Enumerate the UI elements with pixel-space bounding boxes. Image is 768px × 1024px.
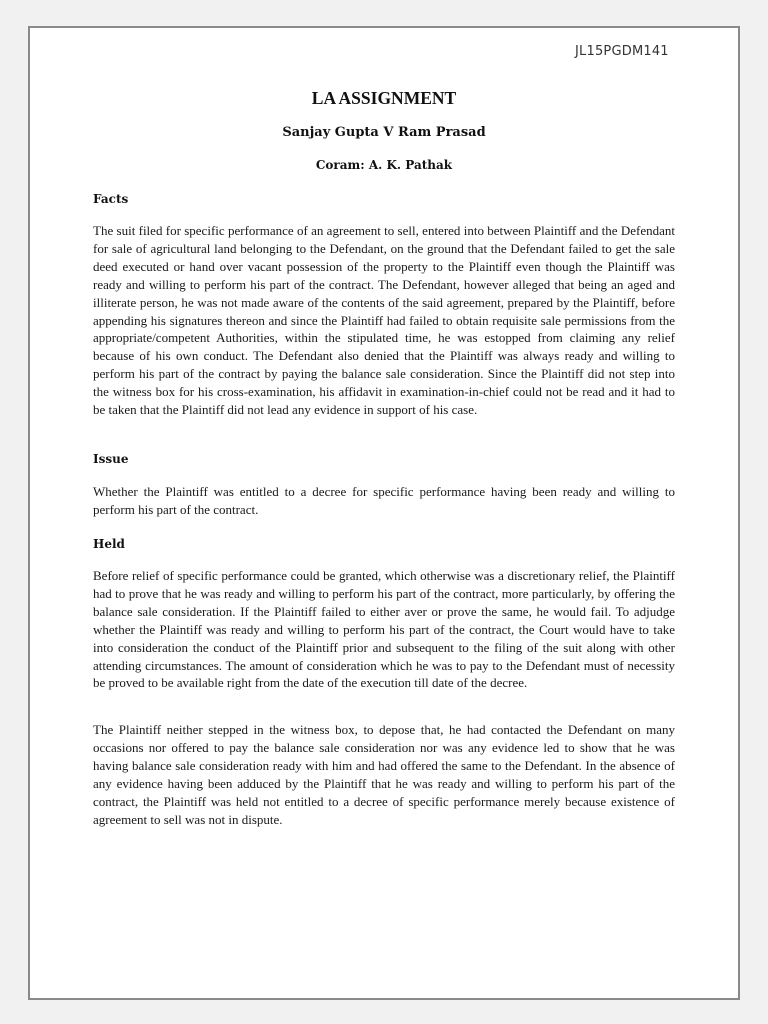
facts-heading: Facts [93,192,129,206]
issue-heading: Issue [93,452,129,466]
issue-paragraph: Whether the Plaintiff was entitled to a decree for specific performance having been ready and willing to perform his part of the contract. [93,484,675,517]
facts-paragraph: The suit filed for specific performance of an agreement to sell, entered into between Plaintiff and the Defendant for sale of agricultural land belonging to the Defendant, on the ground that the Defendant failed to get the sale deed executed or hand over vacant possession of the property to the Plaintiff even though the Plaintiff was ready and willing to perform his part of the contract. The Defendant, however alleged that being an aged and illiterate person, he was not made aware of the contents of the said agreement, prepared by the Plaintiff, before appending his signatures thereon and since the Plaintiff had failed to obtain requisite sale permissions from the appropriate/competent Authorities, within the stipulated time, he was estopped from claiming any relief because of his own conduct. The Defendant also denied that the Plaintiff was always ready and willing to perform his part of the contract by paying the balance sale consideration. Since the Plaintiff did not step into the witness box for his cross-examination, his affidavit in examination-in-chief could not be read and it had to be taken that the Plaintiff did not lead any evidence in support of his case. [93,223,675,418]
held-heading: Held [93,537,125,551]
roll-number: JL15PGDM141 [575,44,669,59]
case-name: Sanjay Gupta V Ram Prasad [282,125,486,140]
coram-line: Coram: A. K. Pathak [315,158,453,172]
held-paragraph-2: The Plaintiff neither stepped in the witness box, to depose that, he had contacted the Defendant on many occasions nor offered to pay the balance sale consideration nor was any evidence led to show that he was having balance sale consideration ready with him and had offered the same to the Defendant. In the absence of any evidence having been adduced by the Plaintiff that he was ready and willing to perform his part of the contract, the Plaintiff was held not entitled to a decree of specific performance merely because existence of agreement to sell was not in dispute. [93,722,675,827]
document-title: LA ASSIGNMENT [311,88,457,108]
held-paragraph-1: Before relief of specific performance could be granted, which otherwise was a discretionary relief, the Plaintiff had to prove that he was ready and willing to perform his part of the contract, more particularly, by offering the balance sale consideration. If the Plaintiff failed to either aver or prove the same, he would fail. To adjudge whether the Plaintiff was ready and willing to perform his part of the contract, the Court would have to take into consideration the conduct of the Plaintiff prior and subsequent to the filing of the suit along with other attending circumstances. The amount of consideration which he was to pay to the Defendant must of necessity be proved to be available right from the date of the execution till date of the decree. [93,568,675,691]
